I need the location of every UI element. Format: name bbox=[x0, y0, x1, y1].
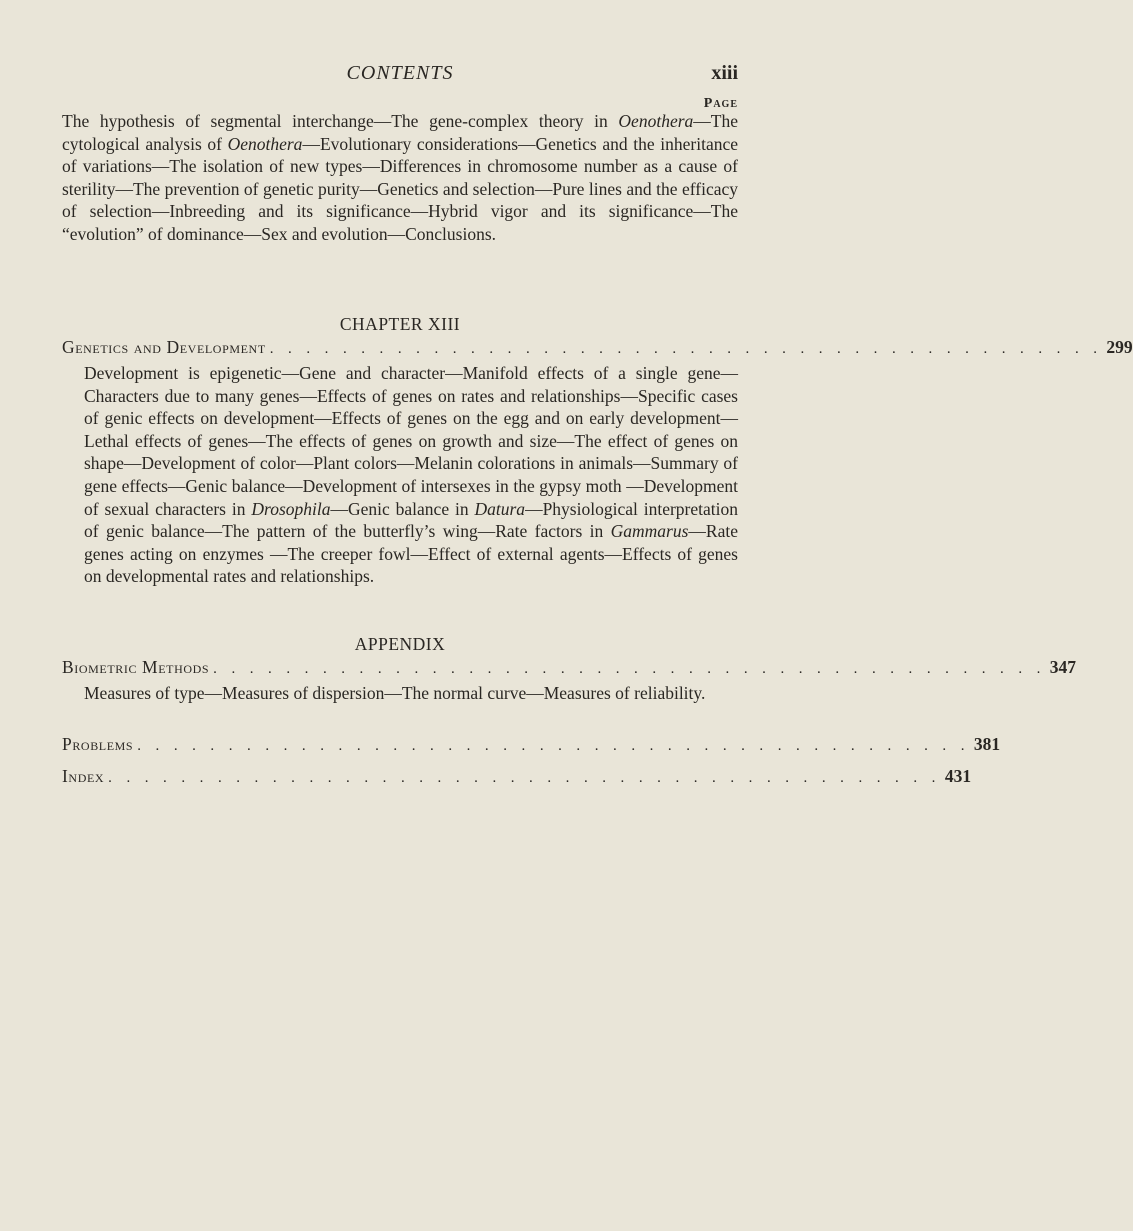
entry-title: Problems bbox=[62, 734, 134, 754]
leader-dots: . . . . . . . . . . . . . . . . . . . . . . . . . . . . . . . . . . . . . . . . . . . . . . bbox=[137, 738, 970, 754]
entry-page-number: 381 bbox=[973, 734, 1001, 754]
entry-page-number: 431 bbox=[944, 766, 972, 786]
leader-dots: . . . . . . . . . . . . . . . . . . . . . . . . . . . . . . . . . . . . . . . . . . . . . . bbox=[108, 770, 941, 786]
appendix-heading: APPENDIX bbox=[354, 634, 446, 654]
chapter13-summary: Development is epigenetic—Gene and character—Manifold effects of a single gene—Characters due to many genes—Effects of genes on rates and relationships—Specific cases of genic effects on development—Effects of genes on the egg and on early development—Lethal effects of genes—The effects of genes on growth and size—The effect of genes on shape—Development of color—Plant colors—Melanin colorations in animals—Summary of gene effects—Genic balance—Development of intersexes in the gypsy moth —Development of sexual characters in Drosophila—Genic balance in Datura—Physiological interpretation of genic balance—The pattern of the butterfly’s wing—Rate factors in Gammarus—Rate genes acting on enzymes —The creeper fowl—Effect of external agents—Effects of genes on developmental rates and relationships. bbox=[84, 363, 739, 587]
toc-entry-problems[interactable] bbox=[62, 734, 1001, 758]
appendix-summary: Measures of type—Measures of dispersion—The normal curve—Measures of reliability. bbox=[84, 683, 706, 703]
page-column-label: Page bbox=[703, 96, 738, 111]
toc-entry-index[interactable] bbox=[62, 766, 972, 790]
toc-entry-genetics-and-development[interactable] bbox=[62, 337, 1133, 361]
entry-title: Index bbox=[62, 766, 105, 786]
chapter-13-heading: CHAPTER XIII bbox=[339, 314, 461, 334]
entry-title: Genetics and Development bbox=[62, 337, 266, 357]
toc-entry-biometric-methods[interactable] bbox=[62, 657, 1077, 681]
entry-title: Biometric Methods bbox=[62, 657, 210, 677]
chapter12-summary-continued: The hypothesis of segmental interchange—The gene-complex theory in Oenothera—The cytological analysis of Oenothera—Evolutionary considerations—Genetics and the inheritance of variations—The isolation of new types—Differences in chromosome number as a cause of sterility—The prevention of genetic purity—Genetics and selection—Pure lines and the efficacy of selection—Inbreeding and its significance—Hybrid vigor and its significance—The “evolution” of dominance—Sex and evolution—Conclusions. bbox=[62, 111, 738, 244]
running-head-title: CONTENTS bbox=[346, 62, 454, 84]
entry-page-number: 347 bbox=[1049, 657, 1077, 677]
running-head bbox=[62, 62, 738, 90]
leader-dots: . . . . . . . . . . . . . . . . . . . . . . . . . . . . . . . . . . . . . . . . . . . . . . bbox=[213, 661, 1046, 677]
entry-page-number: 299 bbox=[1106, 337, 1133, 357]
page-number: xiii bbox=[711, 62, 738, 84]
leader-dots: . . . . . . . . . . . . . . . . . . . . . . . . . . . . . . . . . . . . . . . . . . . . . . bbox=[269, 341, 1103, 357]
